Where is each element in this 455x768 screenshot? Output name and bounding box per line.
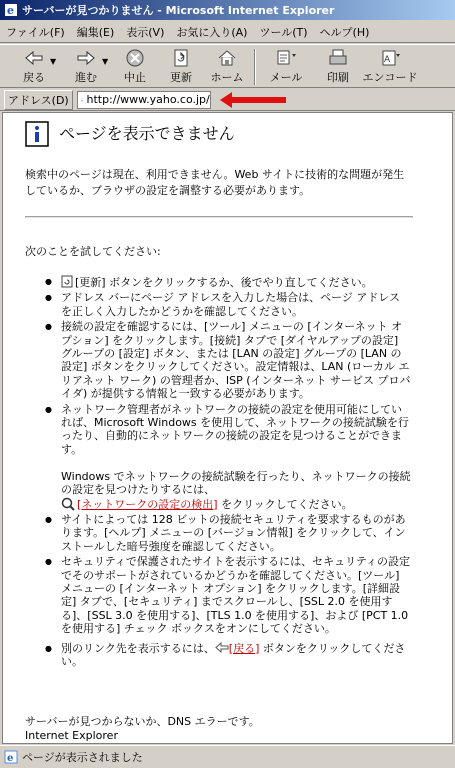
list-item: ● サイトによっては 128 ビットの接続セキュリティを要求するものがあります。[ヘルプ] メニューの [バージョン情報] をクリックして、インストールした暗号強度を確認してください。 [41,513,411,553]
forward-button[interactable]: 進む [60,45,112,85]
status-page-icon [4,750,18,764]
print-button[interactable]: 印刷 [312,45,364,85]
svg-text:e: e [7,753,14,764]
encoding-icon [379,48,401,68]
back-link[interactable]: [戻る] [228,641,260,655]
refresh-page-icon [61,275,73,288]
refresh-button[interactable]: 更新 [158,45,204,85]
stop-button[interactable]: 中止 [112,45,158,85]
ie-logo-icon [4,3,18,17]
svg-text:e: e [7,4,14,17]
mail-icon [275,48,297,68]
forward-dropdown-icon[interactable]: ▼ [102,57,109,66]
menu-file[interactable]: ファイル(F) [6,25,65,39]
list-item: ● [更新] ボタンをクリックするか、後でやり直してください。 [41,275,411,289]
encoding-button[interactable]: A エンコード [364,45,416,85]
home-button[interactable]: ホーム [204,45,250,85]
address-input[interactable] [77,91,211,109]
back-arrow-icon [23,48,45,68]
page-heading: ページを表示できません [59,124,235,143]
divider [25,216,413,218]
suggestion-list [41,275,411,670]
menu-help[interactable]: ヘルプ(H) [319,25,370,39]
menu-edit[interactable]: 編集(E) [76,25,115,39]
red-arrow-annotation [218,90,288,110]
try-label: 次のことを試してください: [25,245,161,258]
print-icon [327,48,349,68]
toolbar [0,44,455,88]
svg-text:A: A [384,55,391,65]
network-detect-icon [61,497,75,511]
info-icon [25,121,49,147]
back-small-icon [215,642,229,653]
svg-text:e: e [81,99,83,102]
list-item: ● ネットワーク管理者がネットワークの接続の設定を使用可能にしていれば、Microsoft Windows を使用して、ネットワークの接続試験を行ったり、自動的にネットワークの接続の設定を見つけることができます。 Windows でネットワークの接続試験を行ったり、ネットワークの接続の設定を見つけたりするには、 [ネットワークの設定の検出] をクリックしてください。 [41,403,411,511]
toolbar-separator [254,49,256,85]
list-item: ● アドレス バーにページ アドレスを入力した場合は、ページ アドレスを正しく入力したかどうかを確認してください。 [41,291,411,318]
detect-network-settings-link[interactable]: [ネットワークの設定の検出] [77,497,218,511]
menu-tools[interactable]: ツール(T) [259,25,308,39]
title-bar [0,0,455,20]
back-button[interactable]: 戻る [8,45,60,85]
mail-button[interactable]: メール [260,45,312,85]
list-item: ● セキュリティで保護されたサイトを表示するには、セキュリティの設定でそのサポートがされているかどうかを確認してください。[ツール] メニューの [インターネット オプション] をクリックします。[詳細設定] タブで、[セキュリティ] までスクロールし、[SSL 2.0 を使用する]、[SSL 3.0 を使用する]、[TLS 1.0 を使用する]、および [PCT 1.0 を使用する] チェック ボックスをオンにしてください。 [41,555,411,635]
page-icon [81,93,84,107]
address-url: http://www.yaho.co.jp/ [86,93,210,106]
window-title: サーバーが見つかりません - Microsoft Internet Explorer [22,4,335,17]
status-text: ページが表示されました [22,751,143,764]
menu-bar [0,21,455,43]
menu-favorites[interactable]: お気に入り(A) [176,25,248,39]
forward-arrow-icon [75,48,97,68]
page-content [2,112,453,744]
list-item: ● 接続の設定を確認するには、[ツール] メニューの [インターネット オプション] をクリックします。[接続] タブで [ダイヤルアップの設定] グループの [設定] ボタン、または [LAN の設定] グループの [LAN の設定] ボタンをクリックしてください。設定情報は、LAN (ローカル エリアネット ワーク) の管理者か、ISP (インターネット サービス プロバイダ) が提供する情報と一致する必要があります。 [41,320,411,400]
error-header [25,119,235,147]
menu-view[interactable]: 表示(V) [126,25,165,39]
address-label: アドレス(D) [4,90,73,110]
error-description: 検索中のページは現在、利用できません。Web サイトに技術的な問題が発生しているか、ブラウザの設定を調整する必要があります。 [25,168,405,197]
list-item: ● 別のリンク先を表示するには、 [戻る] ボタンをクリックしてください。 [41,642,411,669]
app-name: Internet Explorer [25,729,118,742]
refresh-icon [170,48,192,68]
home-icon [216,48,238,68]
status-bar [0,745,455,768]
error-type: サーバーが見つからないか、DNS エラーです。 [25,715,260,728]
back-dropdown-icon[interactable]: ▼ [50,57,57,66]
stop-icon [124,48,146,68]
